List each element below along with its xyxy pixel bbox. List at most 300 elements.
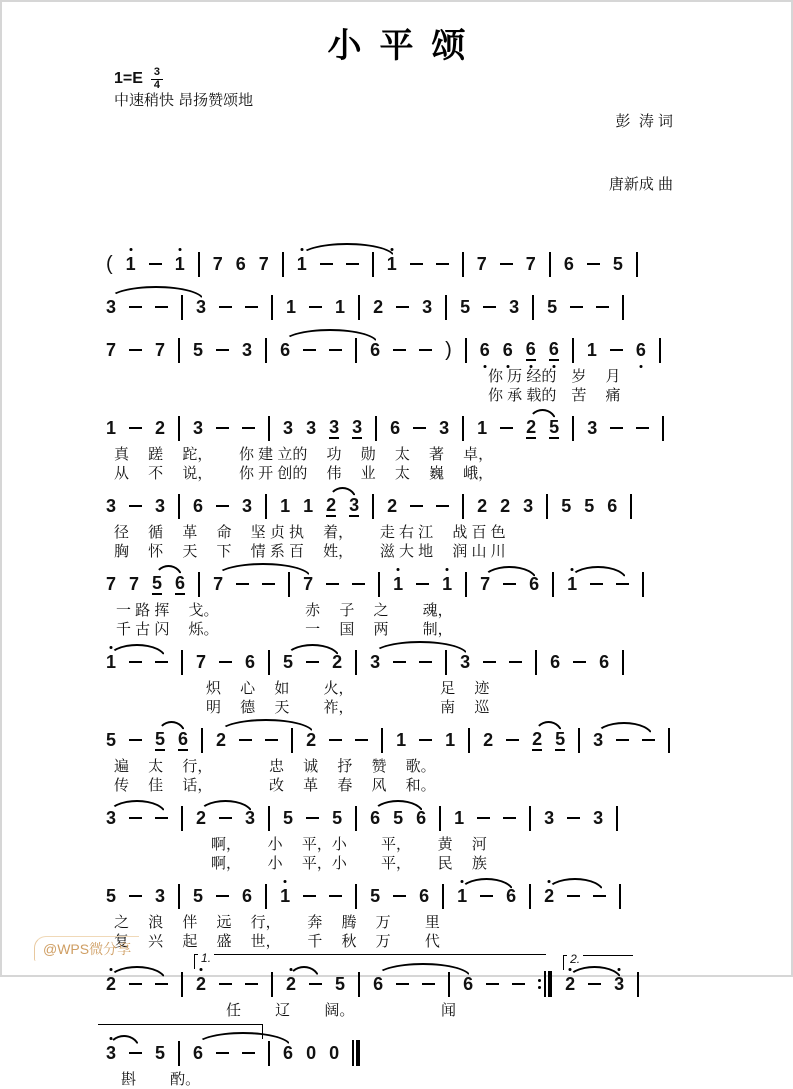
barline	[637, 972, 639, 997]
note: 6	[416, 808, 427, 828]
repeat-barline	[538, 971, 552, 997]
duration-dash	[413, 427, 426, 429]
duration-dash	[419, 661, 432, 663]
note: 1	[477, 418, 488, 438]
note: 6	[502, 340, 513, 360]
note: 7	[258, 254, 269, 274]
note: 6	[193, 496, 204, 516]
slur-arc	[286, 975, 322, 993]
duration-dash	[610, 427, 623, 429]
duration-dash	[245, 983, 258, 985]
note: 2	[286, 974, 297, 994]
note: 6	[525, 338, 536, 359]
volta-bracket	[196, 951, 552, 997]
note: 5	[547, 297, 558, 317]
duration-dash	[329, 739, 342, 741]
slur-arc	[106, 295, 206, 320]
duration-dash	[329, 349, 342, 351]
note: 7	[196, 652, 207, 672]
note: 3	[106, 297, 117, 317]
barline	[265, 884, 267, 909]
lyrics-row: 从 不 说， 你 开 创的 伟 业 太 巍 峨，	[114, 465, 494, 482]
slur-arc	[370, 650, 470, 675]
note: 5	[283, 652, 294, 672]
barline	[468, 728, 470, 753]
note: 3	[283, 418, 294, 438]
barline	[462, 494, 464, 519]
barline	[465, 572, 467, 597]
note: 2	[196, 808, 207, 828]
note: 2	[306, 730, 317, 750]
duration-dash	[500, 427, 513, 429]
barline	[372, 252, 374, 277]
duration-dash	[396, 306, 409, 308]
volta-bracket	[106, 1041, 293, 1066]
slur-arc	[373, 972, 473, 997]
duration-dash	[245, 306, 258, 308]
duration-dash	[242, 427, 255, 429]
notes-row	[106, 951, 698, 1001]
duration-dash	[419, 739, 432, 741]
barline	[181, 972, 183, 997]
barline	[619, 884, 621, 909]
note: 3	[509, 297, 520, 317]
note: 7	[303, 574, 314, 594]
note: 3	[523, 496, 534, 516]
note: 3	[593, 808, 604, 828]
barline	[659, 338, 661, 363]
note: 6	[390, 418, 401, 438]
slur-arc	[193, 1041, 293, 1066]
duration-dash	[616, 583, 629, 585]
duration-dash	[309, 983, 322, 985]
duration-dash	[216, 895, 229, 897]
note: 1	[335, 297, 346, 317]
duration-dash	[503, 583, 516, 585]
barline	[372, 494, 374, 519]
barline	[178, 416, 180, 441]
note: 1	[445, 730, 456, 750]
barline	[268, 416, 270, 441]
duration-dash	[436, 263, 449, 265]
score-line	[106, 333, 698, 405]
duration-dash	[219, 661, 232, 663]
slur-arc	[567, 575, 629, 593]
duration-dash	[129, 661, 142, 663]
duration-dash	[303, 895, 316, 897]
duration-dash	[329, 895, 342, 897]
notes-row	[106, 489, 698, 523]
duration-dash	[610, 349, 623, 351]
note: 6	[178, 728, 189, 749]
barline	[271, 295, 273, 320]
duration-dash	[155, 306, 168, 308]
duration-dash	[219, 817, 232, 819]
note: 1	[303, 496, 314, 516]
duration-dash	[588, 983, 601, 985]
slur-arc	[370, 809, 426, 827]
barline	[178, 884, 180, 909]
tempo-marking: 中速稍快 昂扬赞颂地	[114, 92, 254, 110]
slur-arc	[106, 809, 168, 827]
note: 1	[280, 886, 291, 906]
barline	[462, 252, 464, 277]
note: 6	[607, 496, 618, 516]
duration-dash	[129, 817, 142, 819]
score-line	[106, 645, 698, 717]
note: 6	[419, 886, 430, 906]
note: 3	[155, 496, 166, 516]
note: 6	[479, 340, 490, 360]
barline	[448, 972, 450, 997]
note: 3	[242, 496, 253, 516]
note: 2	[326, 494, 337, 515]
key-label: 1=E	[114, 70, 143, 87]
note: 3	[106, 496, 117, 516]
duration-dash	[486, 983, 499, 985]
barline	[462, 416, 464, 441]
note: 2	[216, 730, 227, 750]
slur-arc	[480, 575, 539, 593]
notes-row	[106, 645, 698, 679]
score-line	[106, 723, 698, 795]
barline	[445, 650, 447, 675]
note: 1	[296, 254, 307, 274]
note: 1	[286, 297, 297, 317]
barline	[198, 572, 200, 597]
duration-dash	[303, 349, 316, 351]
duration-dash	[393, 349, 406, 351]
note: 2	[477, 496, 488, 516]
volta-label: 1.	[198, 952, 214, 964]
note: 6	[373, 974, 384, 994]
duration-dash	[129, 505, 142, 507]
notes-row	[106, 247, 698, 281]
duration-dash	[416, 583, 429, 585]
note: 5	[152, 572, 163, 593]
duration-dash	[393, 661, 406, 663]
lyrics-row: 胸 怀 天 下 情 系 百 姓， 滋 大 地 润 山 川	[114, 543, 506, 560]
barline	[439, 806, 441, 831]
note: 1	[280, 496, 291, 516]
barline	[355, 650, 357, 675]
duration-dash	[573, 661, 586, 663]
note: 6	[175, 572, 186, 593]
note: 5	[155, 1043, 166, 1063]
note: 5	[283, 808, 294, 828]
score-line	[106, 879, 698, 951]
note: 1	[457, 886, 468, 906]
barline	[552, 572, 554, 597]
note: 6	[635, 340, 646, 360]
barline	[355, 338, 357, 363]
note: 6	[550, 652, 561, 672]
duration-dash	[477, 817, 490, 819]
note: 5	[106, 886, 117, 906]
barline	[268, 1041, 270, 1066]
notes-row	[106, 333, 698, 367]
barline	[578, 728, 580, 753]
note: 6	[599, 652, 610, 672]
slur-arc	[155, 730, 188, 751]
lyrics-row: 径 循 革 命 坚 贞 执 着， 走 右 江 战 百 色	[114, 524, 506, 541]
note: 5	[555, 728, 566, 749]
duration-dash	[590, 583, 603, 585]
note: 7	[525, 254, 536, 274]
note: 3	[593, 730, 604, 750]
note: 3	[422, 297, 433, 317]
duration-dash	[216, 427, 229, 429]
duration-dash	[306, 817, 319, 819]
note: 6	[280, 340, 291, 360]
duration-dash	[219, 983, 232, 985]
notes-row	[106, 879, 698, 913]
lyrics-row: 斟 酌。	[121, 1071, 201, 1088]
duration-dash	[410, 505, 423, 507]
note: 3	[106, 808, 117, 828]
duration-dash	[320, 263, 333, 265]
duration-dash	[509, 661, 522, 663]
note: 6	[563, 254, 574, 274]
barline	[442, 884, 444, 909]
duration-dash	[216, 349, 229, 351]
barline	[268, 806, 270, 831]
note: 2	[532, 728, 543, 749]
barline	[535, 650, 537, 675]
barline	[178, 338, 180, 363]
note: 7	[212, 254, 223, 274]
duration-dash	[129, 983, 142, 985]
duration-dash	[570, 306, 583, 308]
note: 6	[506, 886, 517, 906]
score-line	[106, 1036, 698, 1089]
watermark: @WPS微分享	[34, 936, 139, 961]
note: 6	[529, 574, 540, 594]
note: 2	[526, 416, 537, 437]
note: 3	[196, 297, 207, 317]
barline	[662, 416, 664, 441]
barline	[181, 650, 183, 675]
duration-dash	[616, 739, 629, 741]
note: 6	[283, 1043, 294, 1063]
duration-dash	[129, 739, 142, 741]
time-signature	[151, 67, 163, 91]
barline	[198, 252, 200, 277]
note: 7	[476, 254, 487, 274]
barline	[549, 252, 551, 277]
note: 5	[335, 974, 346, 994]
note: 5	[193, 886, 204, 906]
duration-dash	[567, 895, 580, 897]
note: 1	[396, 730, 407, 750]
duration-dash	[306, 661, 319, 663]
note: 2	[387, 496, 398, 516]
note: 5	[549, 416, 560, 437]
note: 3	[587, 418, 598, 438]
barline	[181, 806, 183, 831]
note: 7	[129, 574, 140, 594]
note: 5	[612, 254, 623, 274]
duration-dash	[636, 427, 649, 429]
note: 7	[155, 340, 166, 360]
barline	[291, 728, 293, 753]
barline	[178, 494, 180, 519]
note: 7	[213, 574, 224, 594]
barline	[465, 338, 467, 363]
notes-row	[106, 567, 698, 601]
lyrics-row: 啊， 小 平，小 平， 民 族	[211, 855, 487, 872]
duration-dash	[216, 1052, 229, 1054]
notes-row	[106, 1036, 698, 1070]
song-title: 小平颂	[327, 27, 484, 65]
score	[2, 247, 791, 1089]
lyrics-row: 遍 太 行， 忠 诚 抒 赞 歌。	[114, 758, 436, 775]
note: 5	[370, 886, 381, 906]
note: 3	[306, 418, 317, 438]
barline	[529, 806, 531, 831]
duration-dash	[410, 263, 423, 265]
slur-arc	[106, 1044, 142, 1062]
barline	[288, 572, 290, 597]
barline	[355, 884, 357, 909]
note: 1	[125, 254, 136, 274]
note: 6	[242, 886, 253, 906]
barline	[265, 494, 267, 519]
slur-arc	[593, 731, 655, 749]
note: 3	[329, 416, 340, 437]
note: 7	[480, 574, 491, 594]
barline	[178, 1041, 180, 1066]
lyricist-credit: 彭 涛 词	[615, 113, 673, 130]
duration-dash	[355, 739, 368, 741]
score-line	[106, 951, 698, 1020]
duration-dash	[242, 1052, 255, 1054]
note: 5	[393, 808, 404, 828]
barline	[532, 295, 534, 320]
note: 2	[332, 652, 343, 672]
note: 5	[561, 496, 572, 516]
note: 5	[460, 297, 471, 317]
duration-dash	[149, 263, 162, 265]
score-line	[106, 801, 698, 873]
duration-dash	[500, 263, 513, 265]
composer-credit: 唐新成 曲	[608, 176, 673, 193]
duration-dash	[436, 505, 449, 507]
time-denominator: 4	[153, 78, 161, 91]
note: 2	[565, 974, 576, 994]
duration-dash	[419, 349, 432, 351]
barline	[201, 728, 203, 753]
rest-note: 0	[329, 1043, 340, 1063]
duration-dash	[219, 306, 232, 308]
note: 6	[235, 254, 246, 274]
slur-arc	[532, 730, 565, 751]
duration-dash	[155, 817, 168, 819]
duration-dash	[587, 263, 600, 265]
note: 3	[352, 416, 363, 437]
lyrics-row: 你 承 载的 苦 痛	[488, 387, 621, 404]
duration-dash	[393, 895, 406, 897]
note: 3	[460, 652, 471, 672]
barline	[265, 338, 267, 363]
note: 5	[584, 496, 595, 516]
duration-dash	[236, 583, 249, 585]
barline	[268, 650, 270, 675]
lyrics-row: 千 古 闪 烁。 一 国 两 制，	[116, 621, 453, 638]
duration-dash	[503, 817, 516, 819]
notes-row	[106, 723, 698, 757]
duration-dash	[422, 983, 435, 985]
barline	[378, 572, 380, 597]
barline	[358, 295, 360, 320]
parenthesis: (	[106, 253, 113, 275]
note: 2	[106, 974, 117, 994]
duration-dash	[129, 895, 142, 897]
lyrics-row: 炽 心 如 火， 足 迹	[206, 680, 490, 697]
duration-dash	[265, 739, 278, 741]
barline	[572, 416, 574, 441]
duration-dash	[326, 583, 339, 585]
note: 1	[386, 254, 397, 274]
note: 3	[155, 886, 166, 906]
barline	[358, 972, 360, 997]
note: 1	[442, 574, 453, 594]
note: 6	[463, 974, 474, 994]
slur-arc	[283, 653, 342, 671]
notes-row	[106, 801, 698, 835]
slur-arc	[526, 418, 559, 439]
slur-arc	[213, 572, 313, 597]
note: 3	[614, 974, 625, 994]
score-line	[106, 567, 698, 639]
barline	[622, 295, 624, 320]
duration-dash	[346, 263, 359, 265]
note: 6	[548, 338, 559, 359]
duration-dash	[593, 895, 606, 897]
duration-dash	[642, 739, 655, 741]
score-line	[106, 247, 698, 281]
rest-note: 0	[306, 1043, 317, 1063]
slur-arc	[544, 887, 606, 905]
note: 5	[155, 728, 166, 749]
duration-dash	[309, 306, 322, 308]
slur-arc	[457, 887, 516, 905]
slur-arc	[196, 809, 255, 827]
barline	[668, 728, 670, 753]
slur-arc	[106, 975, 168, 993]
note: 1	[106, 418, 117, 438]
note: 7	[106, 340, 117, 360]
volta-bracket	[565, 951, 639, 997]
final-barline	[352, 1040, 360, 1066]
note: 6	[370, 340, 381, 360]
note: 7	[106, 574, 117, 594]
barline	[622, 650, 624, 675]
score-header	[114, 66, 673, 237]
barline	[381, 728, 383, 753]
slur-arc	[216, 728, 316, 753]
note: 3	[439, 418, 450, 438]
note: 6	[370, 808, 381, 828]
barline	[445, 295, 447, 320]
duration-dash	[129, 349, 142, 351]
slur-arc	[326, 496, 359, 517]
barline	[375, 416, 377, 441]
repeat-dots	[538, 979, 541, 989]
note: 3	[106, 1043, 117, 1063]
key-signature	[114, 66, 253, 91]
note: 3	[193, 418, 204, 438]
